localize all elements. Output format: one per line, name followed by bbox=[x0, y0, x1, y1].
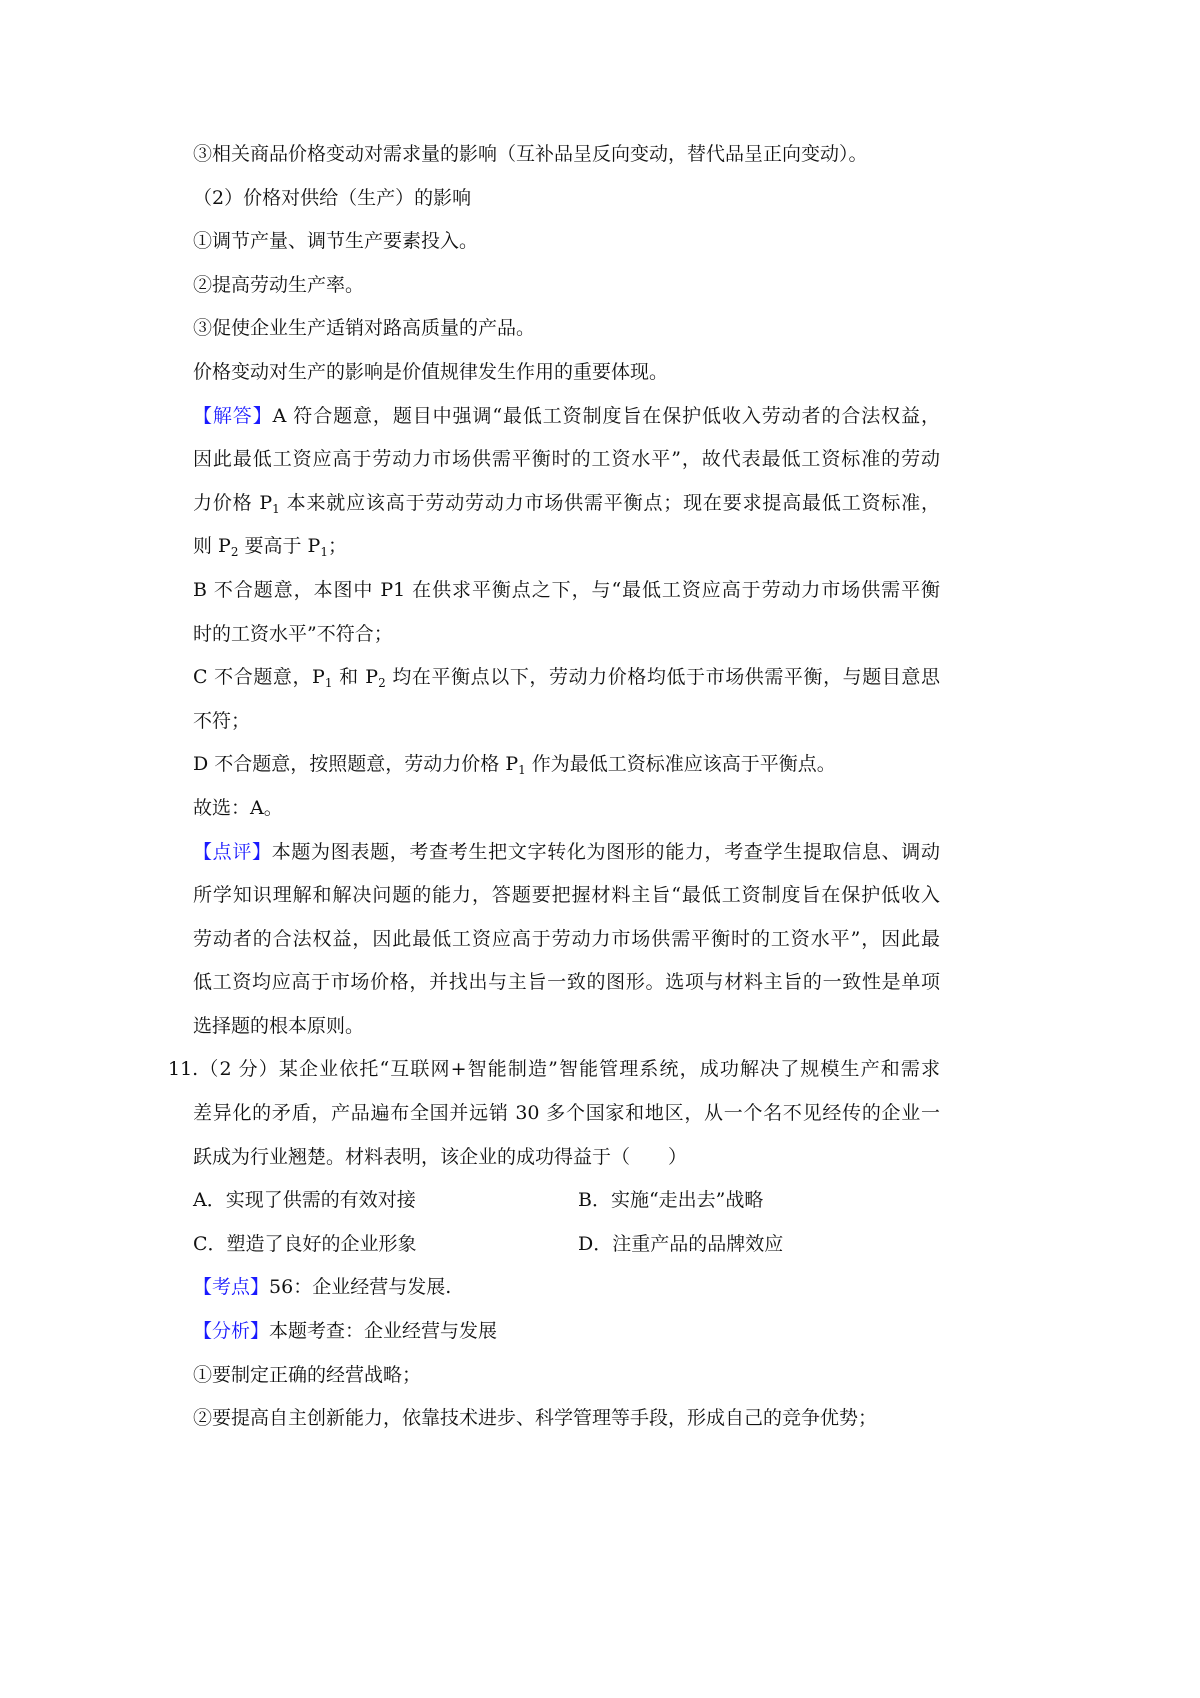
text-span: 均在平衡点以下，劳动力价格均低于市场供需平衡，与题目意思 bbox=[385, 666, 940, 689]
text-span: ③相关商品价格变动对需求量的影响（互补品呈反向变动，替代品呈正向变动）。 bbox=[193, 143, 868, 165]
text-line bbox=[193, 133, 940, 177]
subscript: 2 bbox=[230, 545, 239, 560]
text-line bbox=[193, 307, 940, 351]
text-line bbox=[193, 1354, 940, 1398]
text-span: 力价格 P bbox=[193, 491, 273, 514]
text-span: 跃成为行业翘楚。材料表明，该企业的成功得益于（ ） bbox=[193, 1145, 688, 1168]
text-span: 故选：A。 bbox=[193, 796, 283, 819]
text-span: 本题考查：企业经营与发展 bbox=[269, 1320, 498, 1343]
text-span: D 不合题意，按照题意，劳动力价格 P bbox=[193, 753, 519, 776]
text-line bbox=[193, 220, 940, 264]
text-line bbox=[193, 1092, 940, 1136]
text-span: 要高于 P bbox=[238, 535, 321, 558]
answer-option: B．实施“走出去”战略 bbox=[578, 1189, 764, 1212]
text-span: ②要提高自主创新能力，依靠技术进步、科学管理等手段，形成自己的竞争优势； bbox=[193, 1407, 878, 1430]
text-span: ③促使企业生产适销对路高质量的产品。 bbox=[193, 317, 536, 340]
text-line bbox=[168, 1048, 940, 1092]
text-line bbox=[193, 874, 940, 918]
document-body bbox=[168, 133, 940, 1441]
text-line bbox=[193, 1136, 940, 1180]
section-tag: 【考点】 bbox=[193, 1276, 270, 1299]
text-span: ； bbox=[327, 535, 347, 558]
text-line bbox=[193, 1266, 940, 1310]
text-line bbox=[193, 831, 940, 875]
text-line bbox=[193, 351, 940, 395]
text-line bbox=[193, 482, 940, 526]
text-span: 价格变动对生产的影响是价值规律发生作用的重要体现。 bbox=[193, 360, 669, 383]
options-row bbox=[193, 1179, 940, 1223]
text-line bbox=[193, 264, 940, 308]
text-line bbox=[193, 787, 940, 831]
text-span: 本来就应该高于劳动劳动力市场供需平衡点；现在要求提高最低工资标准， bbox=[279, 491, 940, 514]
text-span: C 不合题意，P bbox=[193, 666, 325, 689]
text-span: 和 P bbox=[332, 666, 379, 689]
text-line bbox=[193, 1005, 940, 1049]
text-span: 差异化的矛盾，产品遍布全国并远销 30 多个国家和地区，从一个名不见经传的企业一 bbox=[193, 1102, 940, 1125]
text-span: （2）价格对供给（生产）的影响 bbox=[193, 186, 472, 209]
text-span: ②提高劳动生产率。 bbox=[193, 273, 365, 296]
answer-option: A．实现了供需的有效对接 bbox=[193, 1189, 416, 1212]
text-span: ①调节产量、调节生产要素投入。 bbox=[193, 230, 479, 253]
text-line bbox=[193, 177, 940, 221]
text-line bbox=[193, 1397, 940, 1441]
text-span: 劳动者的合法权益，因此最低工资应高于劳动力市场供需平衡时的工资水平”，因此最 bbox=[193, 927, 940, 950]
text-span: 所学知识理解和解决问题的能力，答题要把握材料主旨“最低工资制度旨在保护低收入 bbox=[193, 884, 940, 907]
text-span: ①要制定正确的经营战略； bbox=[193, 1363, 422, 1386]
text-line bbox=[193, 438, 940, 482]
answer-option: D．注重产品的品牌效应 bbox=[578, 1232, 784, 1255]
subscript: 1 bbox=[518, 763, 526, 778]
text-span: 则 P bbox=[193, 535, 231, 558]
text-line bbox=[193, 395, 940, 439]
text-line bbox=[193, 700, 940, 744]
text-span: 选择题的根本原则。 bbox=[193, 1014, 365, 1037]
section-tag: 【分析】 bbox=[193, 1320, 270, 1343]
text-span: 不符； bbox=[193, 709, 251, 732]
subscript: 1 bbox=[324, 676, 333, 691]
text-line bbox=[193, 569, 940, 613]
text-span: B 不合题意，本图中 P1 在供求平衡点之下，与“最低工资应高于劳动力市场供需平衡 bbox=[193, 578, 940, 601]
text-line bbox=[193, 656, 940, 700]
subscript: 2 bbox=[378, 676, 386, 691]
text-span: 时的工资水平”不符合； bbox=[193, 622, 393, 645]
section-tag: 【解答】 bbox=[193, 404, 273, 427]
text-span: 11.（2 分）某企业依托“互联网+智能制造”智能管理系统，成功解决了规模生产和需求 bbox=[168, 1058, 940, 1081]
text-line bbox=[193, 613, 940, 657]
text-line bbox=[193, 961, 940, 1005]
text-span: 56：企业经营与发展. bbox=[269, 1276, 452, 1299]
answer-option: C．塑造了良好的企业形象 bbox=[193, 1232, 417, 1255]
text-line bbox=[193, 918, 940, 962]
text-line bbox=[193, 1310, 940, 1354]
options-row bbox=[193, 1223, 940, 1267]
subscript: 1 bbox=[320, 545, 328, 560]
text-line bbox=[193, 525, 940, 569]
text-line bbox=[193, 743, 940, 787]
text-span: 作为最低工资标准应该高于平衡点。 bbox=[525, 753, 836, 776]
text-span: A 符合题意，题目中强调“最低工资制度旨在保护低收入劳动者的合法权益， bbox=[272, 404, 940, 427]
section-tag: 【点评】 bbox=[193, 840, 272, 863]
subscript: 1 bbox=[272, 501, 280, 516]
text-span: 因此最低工资应高于劳动力市场供需平衡时的工资水平”，故代表最低工资标准的劳动 bbox=[193, 448, 940, 471]
text-span: 低工资均应高于市场价格，并找出与主旨一致的图形。选项与材料主旨的一致性是单项 bbox=[193, 971, 940, 994]
text-span: 本题为图表题，考查考生把文字转化为图形的能力，考查学生提取信息、调动 bbox=[271, 840, 940, 863]
